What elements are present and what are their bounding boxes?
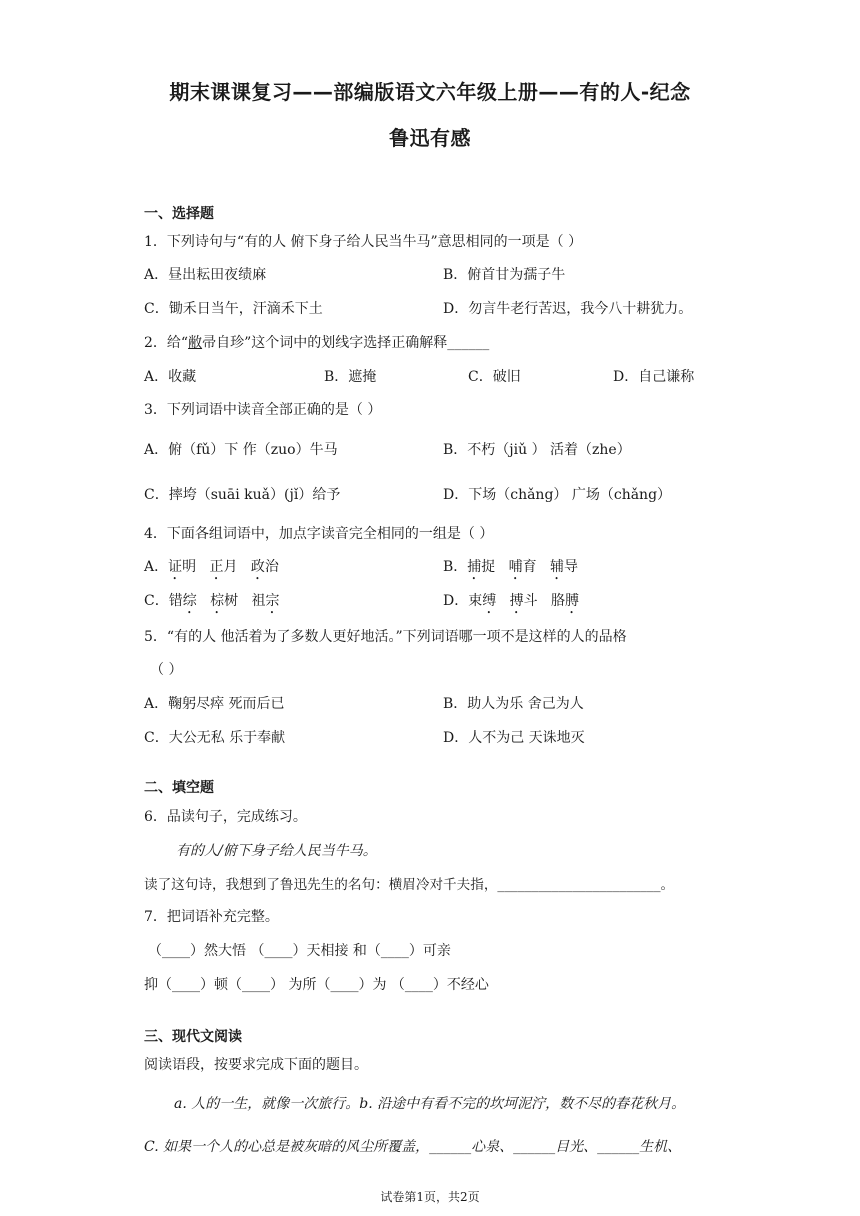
q3-option-a: A．俯（fǔ）下 作（zuo）牛马 [144, 442, 338, 458]
question-3: 3．下列词语中读音全部正确的是（ ） [144, 402, 382, 418]
char: 月 [223, 559, 238, 575]
char: 束 [468, 593, 483, 609]
dotted-char: 综 [182, 593, 197, 609]
q5-option-d: D．人不为己 天诛地灭 [443, 730, 585, 746]
reading-paragraph-1: a. 人的一生，就像一次旅行。b. 沿途中有看不完的坎坷泥泞，数不尽的春花秋月。 [174, 1096, 686, 1112]
dotted-char: 缚 [482, 593, 497, 609]
q3-option-d: D．下场（chǎng） 广场（chǎng） [443, 487, 672, 503]
section-heading-choice: 一、选择题 [144, 206, 214, 222]
q2-option-b: B．遮掩 [324, 369, 377, 385]
dotted-char: 政 [250, 559, 265, 575]
q4-option-d [443, 590, 579, 617]
q6-quote: 有的人/俯下身子给人民当牛马。 [176, 843, 377, 859]
section-heading-fill: 二、填空题 [144, 780, 214, 796]
dotted-char: 膊 [564, 593, 579, 609]
char: 明 [182, 559, 197, 575]
q4-option-b [443, 556, 578, 583]
dotted-char: 证 [168, 559, 183, 575]
q5-option-a: A．鞠躬尽瘁 死而后已 [144, 696, 285, 712]
q6-fill-line: 读了这句诗，我想到了鲁迅先生的名句：横眉冷对千夫指，________________________。 [144, 877, 675, 893]
q4-option-label: B． [443, 559, 468, 575]
q1-option-b: B．俯首甘为孺子牛 [443, 267, 566, 283]
page-footer: 试卷第1页，共2页 [380, 1190, 480, 1204]
dotted-char: 宗 [265, 593, 280, 609]
char: 胳 [550, 593, 565, 609]
dotted-char: 搏 [509, 593, 524, 609]
question-6: 6．品读句子，完成练习。 [144, 809, 307, 825]
q4-option-label: D． [443, 593, 469, 609]
q2-option-d: D．自己谦称 [613, 369, 695, 385]
q4-option-label: A． [144, 559, 169, 575]
question-2 [144, 332, 489, 352]
char: 育 [522, 559, 537, 575]
q1-option-d: D．勿言牛老行苦迟，我今八十耕犹力。 [443, 301, 693, 317]
question-5: 5．“有的人 他活着为了多数人更好地活。”下列词语哪一项不是这样的人的品格 [144, 629, 627, 645]
dotted-char: 正 [209, 559, 224, 575]
page-title-line-2: 鲁迅有感 [389, 126, 471, 150]
dotted-char: 辅 [550, 559, 565, 575]
reading-instructions: 阅读语段，按要求完成下面的题目。 [144, 1057, 368, 1073]
question-1: 1．下列诗句与“有的人 俯下身子给人民当牛马”意思相同的一项是（ ） [144, 234, 583, 250]
q4-option-c [144, 590, 279, 617]
char: 斗 [523, 593, 538, 609]
char: 捉 [481, 559, 496, 575]
q5-option-b: B．助人为乐 舍己为人 [443, 696, 584, 712]
q3-option-c: C．摔垮（suāi kuǎ）(jǐ）给予 [144, 487, 341, 503]
char: 错 [168, 593, 183, 609]
q4-option-a [144, 556, 279, 583]
q7-row-1: （____）然大悟 （____）天相接 和（____）可亲 [148, 943, 451, 959]
char: 治 [264, 559, 279, 575]
dotted-char: 棕 [210, 593, 225, 609]
question-7: 7．把词语补充完整。 [144, 909, 279, 925]
q5-option-c: C．大公无私 乐于奉献 [144, 730, 286, 746]
q7-row-2: 抑（____）顿（____） 为所（____）为 （____）不经心 [144, 977, 489, 993]
q2-prefix: 2．给“ [144, 335, 189, 351]
q2-option-c: C．破旧 [468, 369, 521, 385]
q5-answer-brackets: （ ） [150, 662, 183, 678]
dotted-char: 捕 [467, 559, 482, 575]
q1-option-c: C．锄禾日当午，汗滴禾下土 [144, 301, 323, 317]
q3-option-b: B．不朽（jiǔ ） 活着（zhe） [443, 442, 631, 458]
char: 祖 [251, 593, 266, 609]
page-title-line-1: 期末课课复习——部编版语文六年级上册——有的人-纪念 [169, 80, 691, 104]
dotted-char: 哺 [508, 559, 523, 575]
q2-suffix: 帚自珍”这个词中的划线字选择正确解释______ [202, 335, 490, 351]
section-heading-reading: 三、现代文阅读 [144, 1029, 242, 1045]
question-4: 4．下面各组词语中，加点字读音完全相同的一组是（ ） [144, 526, 494, 542]
char: 导 [564, 559, 579, 575]
q2-option-a: A．收藏 [144, 369, 197, 385]
q4-option-label: C． [144, 593, 169, 609]
reading-paragraph-2: C. 如果一个人的心总是被灰暗的风尘所覆盖，______心泉、______目光、______生机、 [144, 1139, 682, 1155]
char: 树 [224, 593, 239, 609]
q2-underlined-char: 敝 [188, 335, 203, 351]
q1-option-a: A．昼出耘田夜绩麻 [144, 267, 267, 283]
